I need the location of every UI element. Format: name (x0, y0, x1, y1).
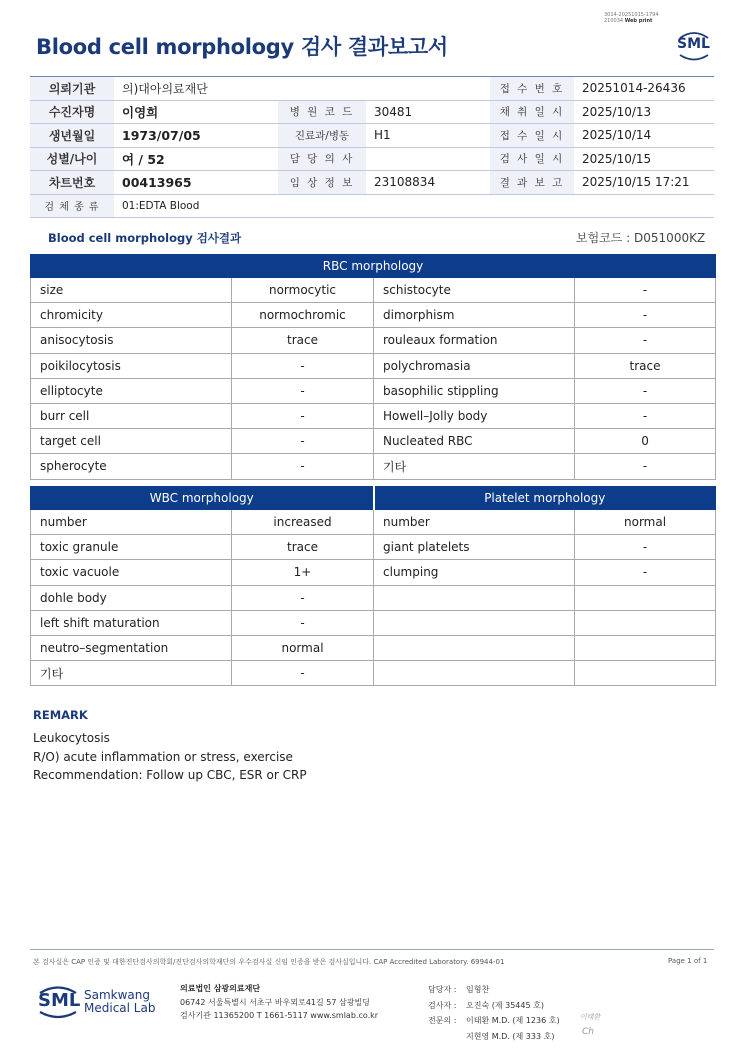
item-result: - (232, 353, 374, 378)
item-result: trace (232, 535, 374, 560)
staff-list (428, 982, 560, 1044)
platelet-header: Platelet morphology (374, 487, 716, 510)
page-number: Page 1 of 1 (668, 957, 708, 965)
item-name: number (31, 510, 232, 535)
specimen-label: 검 체 종 류 (30, 194, 114, 218)
table-row (31, 353, 716, 378)
patient-info-table (30, 76, 714, 218)
item-name: number (374, 510, 575, 535)
staff-role: 검사자 : (428, 1000, 457, 1010)
page-title: Blood cell morphology 검사 결과보고서 (36, 35, 448, 59)
item-name: polychromasia (374, 353, 575, 378)
table-row (31, 378, 716, 403)
staff-name: 임형찬 (466, 985, 490, 994)
wbc-platelet-table (30, 486, 716, 686)
item-result (575, 661, 716, 686)
rbc-morphology-table (30, 254, 716, 480)
table-row (31, 278, 716, 303)
item-name (374, 635, 575, 660)
info-label: 생년월일 (30, 124, 114, 148)
rbc-header: RBC morphology (31, 255, 716, 278)
wbc-table-body (31, 510, 716, 686)
insurance-code: 보험코드 : D051000KZ (576, 231, 706, 245)
info-value: 2025/10/14 (574, 124, 714, 148)
accreditation-note: 본 검사실은 CAP 인증 및 대한진단검사의학회/진단검사의학재단의 우수검사실 신임 인증을 받은 검사실입니다. CAP Accredited Laboratory. 69944-01 (33, 958, 505, 966)
item-name: left shift maturation (31, 610, 232, 635)
info-row (30, 77, 714, 101)
info-value: 2025/10/13 (574, 100, 714, 124)
item-name: neutro–segmentation (31, 635, 232, 660)
item-name: dohle body (31, 585, 232, 610)
info-label: 차트번호 (30, 171, 114, 195)
item-name: size (31, 278, 232, 303)
item-result: - (232, 454, 374, 479)
item-result: normochromic (232, 303, 374, 328)
staff-name: 오진숙 (제 35445 호) (466, 1000, 544, 1010)
item-name: clumping (374, 560, 575, 585)
item-result: normocytic (232, 278, 374, 303)
item-name: Howell–Jolly body (374, 403, 575, 428)
item-name: target cell (31, 429, 232, 454)
logo-name-line1: Samkwang (84, 988, 150, 1002)
web-print-label: Web print (624, 18, 653, 24)
info-value: 23108834 (366, 171, 490, 195)
item-name: schistocyte (374, 278, 575, 303)
item-result: - (575, 403, 716, 428)
item-result: normal (575, 510, 716, 535)
info-label: 수진자명 (30, 100, 114, 124)
info-row (30, 100, 714, 124)
item-result (575, 585, 716, 610)
info-value: 이영희 (114, 100, 278, 124)
corporation-address: 06742 서울특별시 서초구 바우뫼로41길 57 삼광빌딩 (180, 997, 370, 1007)
item-name: Nucleated RBC (374, 429, 575, 454)
item-result: - (232, 429, 374, 454)
table-row (31, 560, 716, 585)
table-row (31, 661, 716, 686)
item-name: poikilocytosis (31, 353, 232, 378)
item-result: increased (232, 510, 374, 535)
info-label: 접 수 번 호 (490, 77, 574, 101)
info-label: 진료과/병동 (278, 124, 366, 148)
table-row (31, 303, 716, 328)
table-row (31, 510, 716, 535)
staff-name: 이태환 M.D. (제 1236 호) (466, 1016, 560, 1025)
item-name: 기타 (31, 661, 232, 686)
item-result: - (232, 610, 374, 635)
remark-title: REMARK (33, 708, 88, 722)
table-row (31, 535, 716, 560)
item-result (575, 610, 716, 635)
item-result: - (575, 535, 716, 560)
table-row (31, 429, 716, 454)
document-id-line2: 210034 (604, 18, 624, 24)
info-value: 20251014-26436 (574, 77, 714, 101)
info-row (30, 147, 714, 171)
item-name: basophilic stippling (374, 378, 575, 403)
item-name: spherocyte (31, 454, 232, 479)
item-name: toxic vacuole (31, 560, 232, 585)
staff-role: 전문의 : (428, 1016, 457, 1025)
info-label: 채 취 일 시 (490, 100, 574, 124)
info-value: 여 / 52 (114, 147, 278, 171)
item-result: - (575, 303, 716, 328)
info-value: H1 (366, 124, 490, 148)
wbc-header: WBC morphology (31, 487, 374, 510)
item-name (374, 661, 575, 686)
item-result: 0 (575, 429, 716, 454)
corporation-name: 의료법인 삼광의료재단 (180, 984, 261, 993)
item-result: - (575, 328, 716, 353)
staff-name: 지현영 M.D. (제 333 호) (466, 1031, 555, 1041)
item-result (575, 635, 716, 660)
remark-line: R/O) acute inflammation or stress, exercise (33, 750, 293, 764)
info-label: 접 수 일 시 (490, 124, 574, 148)
item-name (374, 610, 575, 635)
item-name: rouleaux formation (374, 328, 575, 353)
corporation-info (180, 982, 378, 1023)
info-label (278, 77, 366, 101)
item-result: - (232, 585, 374, 610)
item-name: chromicity (31, 303, 232, 328)
specimen-value: 01:EDTA Blood (114, 194, 714, 218)
item-result: - (575, 378, 716, 403)
info-value: 의)대아의료재단 (114, 77, 278, 101)
info-value: 30481 (366, 100, 490, 124)
sml-logo (674, 28, 714, 64)
remark-line: Leukocytosis (33, 731, 110, 745)
info-row-specimen (30, 194, 714, 218)
table-row (31, 403, 716, 428)
item-name: anisocytosis (31, 328, 232, 353)
results-section-title: Blood cell morphology 검사결과 (48, 231, 242, 245)
item-result: trace (232, 328, 374, 353)
corporation-contact: 검사기관 11365200 T 1661-5117 www.smlab.co.kr (180, 1011, 379, 1020)
item-result: 1+ (232, 560, 374, 585)
item-result: - (575, 454, 716, 479)
info-label: 임 상 정 보 (278, 171, 366, 195)
table-row (31, 585, 716, 610)
info-label: 검 사 일 시 (490, 147, 574, 171)
info-value (366, 147, 490, 171)
table-row (31, 610, 716, 635)
info-label: 의뢰기관 (30, 77, 114, 101)
sml-logo-mark (36, 984, 80, 1020)
info-value: 1973/07/05 (114, 124, 278, 148)
signature-2: Ch (582, 1027, 594, 1037)
item-name: dimorphism (374, 303, 575, 328)
item-name: toxic granule (31, 535, 232, 560)
footer-divider (30, 949, 714, 950)
table-row (31, 635, 716, 660)
item-result: - (575, 278, 716, 303)
item-result: normal (232, 635, 374, 660)
logo-name-line2: Medical Lab (84, 1001, 156, 1015)
document-id (604, 12, 659, 24)
item-name: elliptocyte (31, 378, 232, 403)
rbc-table-body (31, 278, 716, 480)
info-value: 2025/10/15 17:21 (574, 171, 714, 195)
staff-role: 담당자 : (428, 985, 457, 994)
info-label: 담 당 의 사 (278, 147, 366, 171)
info-label: 병 원 코 드 (278, 100, 366, 124)
logo-name (84, 989, 155, 1015)
remark-line: Recommendation: Follow up CBC, ESR or CRP (33, 768, 307, 782)
info-value: 2025/10/15 (574, 147, 714, 171)
table-row (31, 454, 716, 479)
item-name: burr cell (31, 403, 232, 428)
table-row (31, 328, 716, 353)
document-id-line1: 3014-20251015-1794 (604, 12, 659, 18)
item-result: - (232, 661, 374, 686)
info-label: 성별/나이 (30, 147, 114, 171)
info-label: 결 과 보 고 (490, 171, 574, 195)
item-result: - (232, 378, 374, 403)
item-result: - (232, 403, 374, 428)
info-value: 00413965 (114, 171, 278, 195)
item-name: giant platelets (374, 535, 575, 560)
item-name (374, 585, 575, 610)
item-name: 기타 (374, 454, 575, 479)
info-row (30, 124, 714, 148)
info-value (366, 77, 490, 101)
info-row (30, 171, 714, 195)
item-result: - (575, 560, 716, 585)
signature-1: 이태환 (580, 1013, 601, 1021)
sml-logo-text: SML (677, 36, 710, 52)
item-result: trace (575, 353, 716, 378)
sml-logo-mark-text: SML (38, 990, 81, 1011)
